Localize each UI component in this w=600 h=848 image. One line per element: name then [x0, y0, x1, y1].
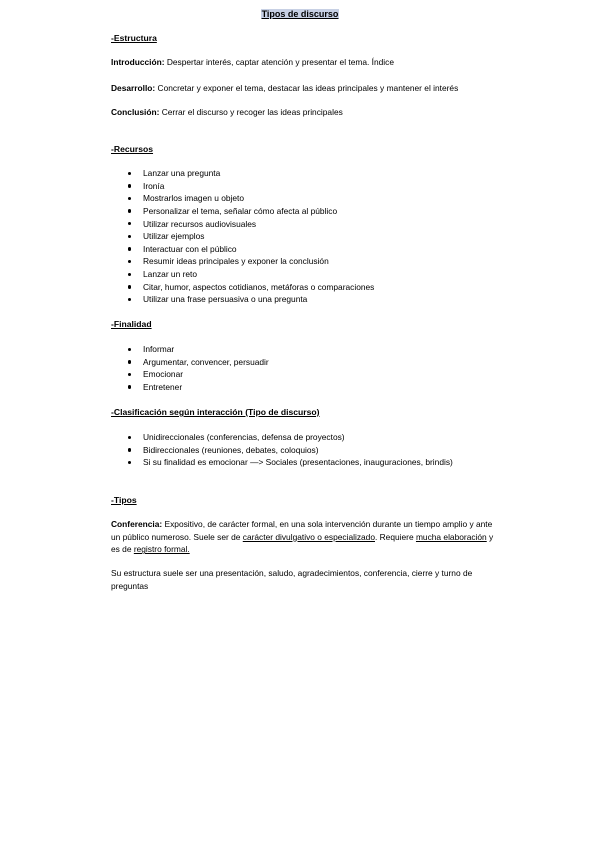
paragraph-conclusion — [111, 106, 506, 119]
list-item: Utilizar una frase persuasiva o una pregunta — [127, 293, 374, 306]
section-heading-clasificacion: -Clasificación según interacción (Tipo de discurso) — [111, 407, 320, 417]
list-item: Resumir ideas principales y exponer la conclusión — [127, 255, 374, 268]
list-item: Utilizar recursos audiovisuales — [127, 218, 374, 231]
label-conclusion: Conclusión: — [111, 107, 160, 117]
paragraph-conferencia — [111, 518, 503, 556]
list-clasificacion — [127, 431, 453, 469]
list-item: Si su finalidad es emocionar —> Sociales (presentaciones, inauguraciones, brindis) — [127, 456, 453, 469]
list-item: Unidireccionales (conferencias, defensa de proyectos) — [127, 431, 453, 444]
section-heading-estructura: -Estructura — [111, 33, 157, 43]
list-item: Informar — [127, 343, 269, 356]
text-conferencia-1: Expositivo, de carácter formal, en una sola intervención durante un tiempo amplio y ante un público numeroso. Suele ser de — [111, 519, 493, 542]
text-desarrollo: Concretar y exponer el tema, destacar las ideas principales y mantener el interés — [155, 83, 459, 93]
list-item: Interactuar con el público — [127, 243, 374, 256]
list-item: Lanzar una pregunta — [127, 167, 374, 180]
list-item: Argumentar, convencer, persuadir — [127, 356, 269, 369]
list-item: Entretener — [127, 381, 269, 394]
underlined-caracter: carácter divulgativo o especializado — [242, 531, 375, 542]
underlined-elaboracion: mucha elaboración — [415, 531, 487, 542]
list-item: Utilizar ejemplos — [127, 230, 374, 243]
page-title: Tipos de discurso — [261, 9, 339, 19]
list-finalidad — [127, 343, 269, 394]
list-item: Ironía — [127, 180, 374, 193]
text-conclusion: Cerrar el discurso y recoger las ideas principales — [159, 107, 343, 117]
text-conferencia-2: . Requiere — [374, 531, 416, 542]
list-item: Bidireccionales (reuniones, debates, coloquios) — [127, 444, 453, 457]
list-item: Lanzar un reto — [127, 268, 374, 281]
list-item: Mostrarlos imagen u objeto — [127, 192, 374, 205]
section-heading-finalidad: -Finalidad — [111, 319, 152, 329]
list-item: Emocionar — [127, 368, 269, 381]
list-item: Citar, humor, aspectos cotidianos, metáforas o comparaciones — [127, 281, 374, 294]
list-item: Personalizar el tema, señalar cómo afecta al público — [127, 205, 374, 218]
paragraph-desarrollo — [111, 82, 506, 95]
paragraph-estructura-conferencia: Su estructura suele ser una presentación, saludo, agradecimientos, conferencia, cierre y turno de preguntas — [111, 568, 473, 591]
text-introduccion: Despertar interés, captar atención y presentar el tema. Índice — [164, 57, 395, 67]
text-conferencia-3: y es de — [111, 531, 494, 555]
section-heading-tipos: -Tipos — [111, 495, 137, 505]
list-recursos — [127, 167, 374, 306]
label-conferencia: Conferencia: — [111, 519, 163, 529]
paragraph-introduccion — [111, 56, 506, 69]
label-desarrollo: Desarrollo: — [111, 83, 156, 93]
section-heading-recursos: -Recursos — [111, 144, 154, 154]
label-introduccion: Introducción: — [111, 57, 165, 67]
underlined-registro: registro formal. — [133, 544, 190, 555]
